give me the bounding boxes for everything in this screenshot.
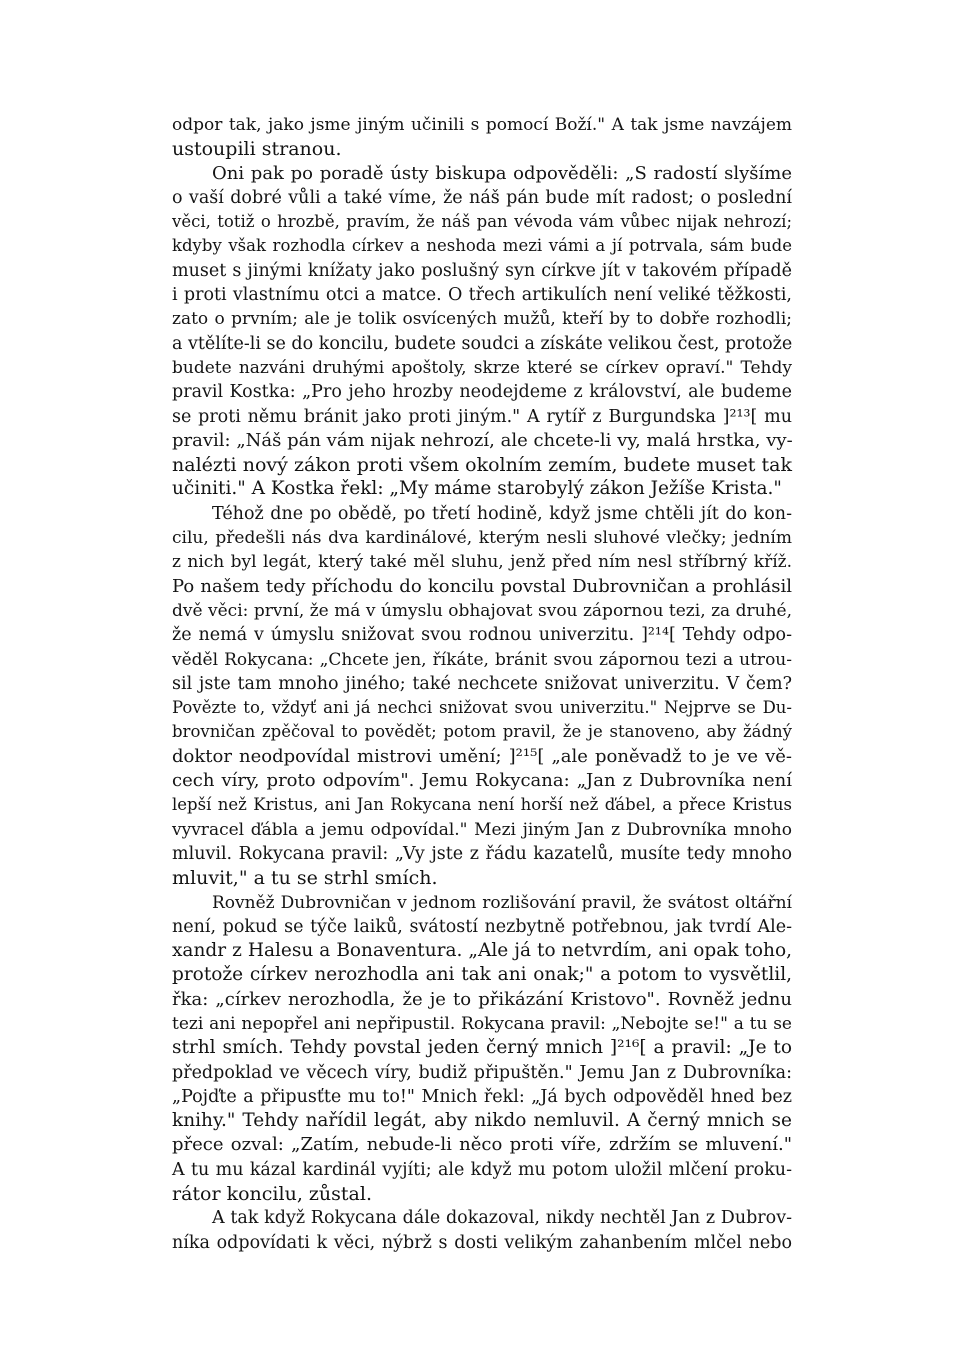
text-line: Po našem tedy příchodu do koncilu povstal Dubrovničan a prohlásil [172,575,792,597]
text-line: níka odpovídati k věci, nýbrž s dosti velikým zahanbením mlčel nebo [172,1232,792,1253]
text-line: brovničan zpěčoval to povědět; potom pravil, že je stanoveno, aby žádný [172,722,792,742]
text-line: věděl Rokycana: „Chcete jen, říkáte, bránit svou zápornou tezi a utrou- [172,649,792,670]
text-line: xandr z Halesu a Bonaventura. „Ale já to netvrdím, ani opak toho, [172,940,792,962]
text-line: mluvit," a tu se strhl smích. [172,867,438,890]
text-line: se proti němu bránit jako proti jiným." A rytíř z Burgundska ]²¹³[ mu [172,406,792,427]
text-line: „Pojďte a připusťte mu to!" Mnich řekl: „Já bych odpověděl hned bez [172,1086,792,1107]
text-line: rátor koncilu, zůstal. [172,1183,372,1206]
text-line: předpoklad ve věcech víry, budiž připuštěn." Jemu Jan z Dubrovníka: [172,1062,792,1083]
text-line: z nich byl legát, který také měl sluhu, jenž před ním nesl stříbrný kříž. [172,552,792,573]
text-line: i proti vlastnímu otci a matce. O třech artikulích není veliké těžkosti, [172,285,792,306]
text-line: není, pokud se týče laiků, svátostí nezbytně potřebnou, jak tvrdí Ale- [172,916,792,937]
text-line: cech víry, proto odpovím". Jemu Rokycana: „Jan z Dubrovníka není [172,770,792,792]
text-line: knihy." Tehdy nařídil legát, aby nikdo nemluvil. A černý mnich se [172,1110,792,1132]
text-line: zato o prvním; ale je tolik osvícených mužů, kteří by to dobře rozhodli; [172,309,792,330]
text-line: ustoupili stranou. [172,138,342,161]
text-line: přece ozval: „Zatím, nebude-li něco proti víře, zdržím se mluvení." [172,1134,792,1156]
text-line: a vtělíte-li se do koncilu, budete soudci a získáte velikou čest, protože [172,333,793,354]
text-line: že nemá v úmyslu snižovat svou rodnou univerzitu. ]²¹⁴[ Tehdy odpo- [172,625,792,646]
text-line: Téhož dne po obědě, po třetí hodině, když jsme chtěli jít do kon- [212,503,792,524]
text-line: učiniti." A Kostka řekl: „My máme starobylý zákon Ježíše Krista." [172,478,782,500]
text-line: Povězte to, vždyť ani já nechci snižovat svou univerzitu." Nejprve se Du- [172,698,792,718]
text-line: Rovněž Dubrovničan v jednom rozlišování pravil, že svátost oltářní [212,892,792,913]
text-line: odpor tak, jako jsme jiným učinili s pomocí Boží." A tak jsme navzájem [172,115,792,135]
text-line: Oni pak po poradě ústy biskupa odpověděli: „S radostí slyšíme [212,162,792,184]
text-line: cilu, předešli nás dva kardinálové, kterým nesli sluhové vlečky; jedním [172,528,792,549]
text-line: pravil: „Náš pán vám nijak nehrozí, ale chcete-li vy, malá hrstka, vy- [172,429,793,451]
text-line: věci, totiž o hrozbě, pravím, že náš pan vévoda vám vůbec nijak nehrozí; [172,212,792,232]
body-text [172,113,792,1255]
text-line: A tu mu kázal kardinál vyjíti; ale když mu potom uložil mlčení proku- [172,1159,792,1180]
text-line: tezi ani nepopřel ani nepřipustil. Rokycana pravil: „Nebojte se!" a tu se [172,1013,792,1034]
text-line: sil jste tam mnoho jiného; také nechcete snižovat univerzitu. V čem? [172,673,792,694]
text-line: nalézti nový zákon proti všem okolním zemím, budete muset tak [172,454,792,477]
text-line: vyvracel ďábla a jemu odpovídal." Mezi jiným Jan z Dubrovníka mnoho [172,819,792,840]
text-line: kdyby však rozhodla církev a neshoda mezi vámi a jí potrvala, sám bude [172,236,792,256]
text-line: budete nazváni druhými apoštoly, skrze které se církev opraví." Tehdy [172,357,792,378]
text-line: A tak když Rokycana dále dokazoval, nikdy nechtěl Jan z Dubrov- [212,1208,792,1229]
text-line: lepší než Kristus, ani Jan Rokycana není horší než ďábel, a přece Kristus [172,795,792,815]
text-line: pravil Kostka: „Pro jeho hrozby neodejdeme z království, ale budeme [172,382,792,403]
text-line: řka: „církev nerozhodla, že je to přikázání Kristovo". Rovněž jednu [172,988,792,1010]
text-line: muset s jinými knížaty jako poslušný syn církve jít v takovém případě [172,260,792,281]
text-line: doktor neodpovídal mistrovi umění; ]²¹⁵[ „ale poněvadž to je ve vě- [172,745,792,767]
text-line: dvě věci: první, že má v úmyslu obhajovat svou zápornou tezi, za druhé, [172,600,792,621]
text-line: mluvil. Rokycana pravil: „Vy jste z řádu kazatelů, musíte tedy mnoho [172,843,792,864]
text-line: strhl smích. Tehdy povstal jeden černý mnich ]²¹⁶[ a pravil: „Je to [172,1037,792,1059]
text-line: o vaší dobré vůli a také víme, že náš pán bude mít radost; o poslední [172,187,792,208]
text-line: protože církev nerozhodla ani tak ani onak;" a potom to vysvětlil, [172,964,792,986]
